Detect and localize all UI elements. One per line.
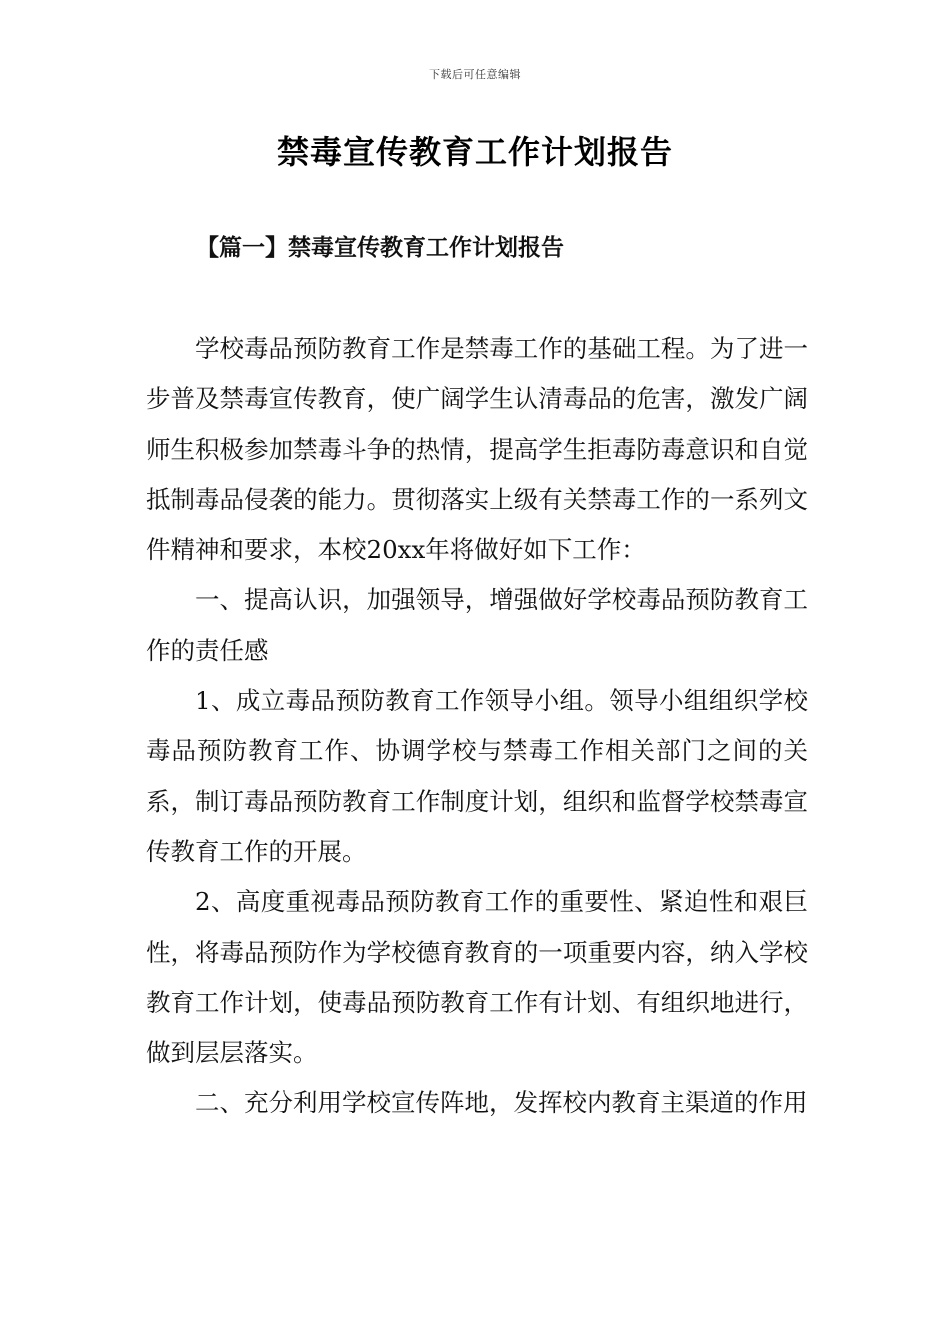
body-paragraph: 学校毒品预防教育工作是禁毒工作的基础工程。为了进一步普及禁毒宣传教育，使广阔学生认清毒品的危害，激发广阔师生积极参加禁毒斗争的热情，提高学生拒毒防毒意识和自觉抵制毒品侵袭的能力。贯彻落实上级有关禁毒工作的一系列文件精神和要求，本校20xx年将做好如下工作：	[146, 334, 808, 565]
document-title: 禁毒宣传教育工作计划报告	[276, 133, 673, 171]
document-body	[146, 324, 808, 1129]
body-paragraph: 1、成立毒品预防教育工作领导小组。领导小组组织学校毒品预防教育工作、协调学校与禁毒工作相关部门之间的关系，制订毒品预防教育工作制度计划，组织和监督学校禁毒宣传教育工作的开展。	[146, 686, 808, 866]
body-paragraph: 二、充分利用学校宣传阵地，发挥校内教育主渠道的作用	[195, 1088, 808, 1118]
header-note: 下载后可任意编辑	[429, 68, 521, 81]
section-heading: 【篇一】禁毒宣传教育工作计划报告	[196, 234, 564, 261]
body-paragraph: 一、提高认识，加强领导，增强做好学校毒品预防教育工作的责任感	[146, 585, 808, 665]
body-paragraph: 2、高度重视毒品预防教育工作的重要性、紧迫性和艰巨性，将毒品预防作为学校德育教育的一项重要内容，纳入学校教育工作计划，使毒品预防教育工作有计划、有组织地进行，做到层层落实。	[146, 887, 808, 1068]
